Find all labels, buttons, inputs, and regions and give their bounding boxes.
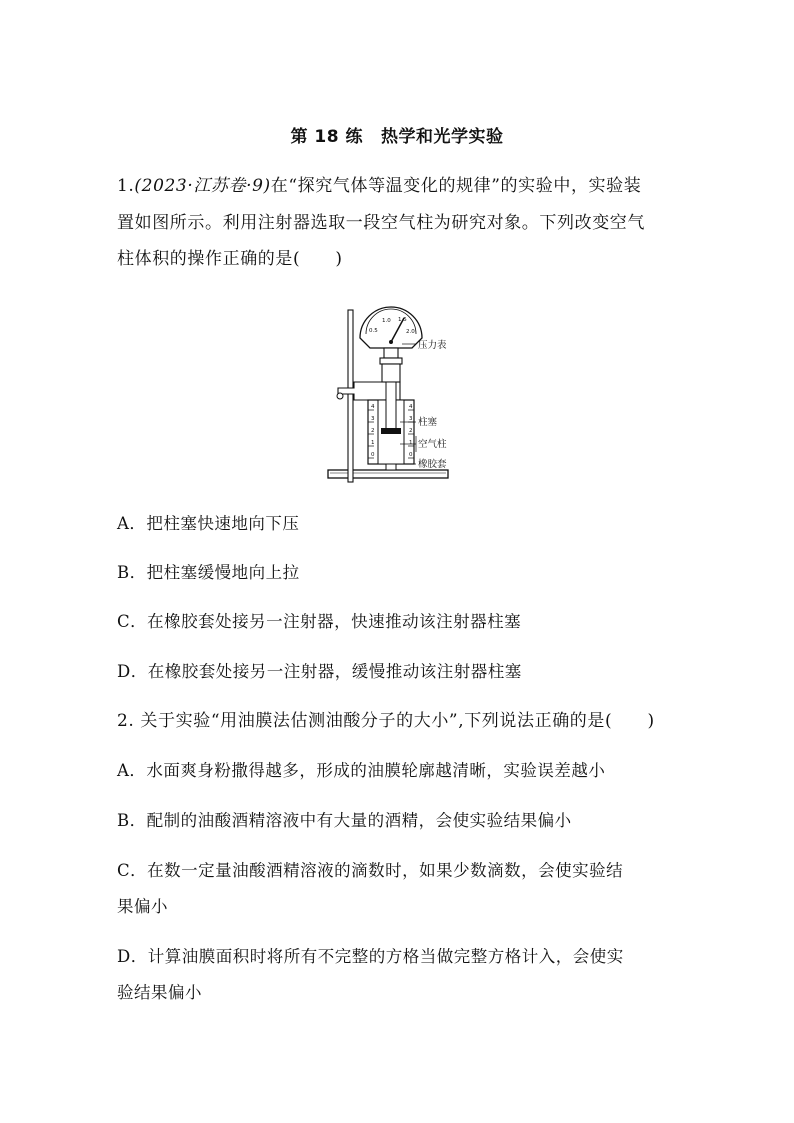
- question-2-option-c-line-1: C．在数一定量油酸酒精溶液的滴数时，如果少数滴数，会使实验结: [117, 861, 624, 880]
- dial-tick-4: 2.0: [406, 329, 415, 335]
- scale-tick-r1: 1: [409, 440, 413, 446]
- scale-tick-1: 1: [371, 440, 375, 446]
- dial-tick-2: 1.5: [398, 317, 407, 323]
- scale-tick-r2: 2: [409, 428, 413, 434]
- question-1-option-a: A．把柱塞快速地向下压: [117, 514, 300, 533]
- question-2-option-d-line-1: D．计算油膜面积时将所有不完整的方格当做完整方格计入，会使实: [117, 947, 624, 966]
- question-1-option-d: D．在橡胶套处接另一注射器，缓慢推动该注射器柱塞: [117, 662, 522, 681]
- rubber-cap-label: 橡胶套: [418, 459, 447, 470]
- question-2-option-a: A．水面爽身粉撒得越多，形成的油膜轮廓越清晰，实验误差越小: [117, 761, 606, 780]
- dial-tick-1: 1.0: [382, 318, 391, 324]
- lesson-number: 第 18 练: [290, 127, 363, 147]
- question-2-option-b: B．配制的油酸酒精溶液中有大量的酒精，会使实验结果偏小: [117, 811, 572, 830]
- question-1-option-b: B．把柱塞缓慢地向上拉: [117, 563, 300, 582]
- air-column-label: 空气柱: [418, 439, 447, 450]
- apparatus-diagram: [318, 304, 488, 489]
- plunger-label: 柱塞: [418, 417, 438, 428]
- scale-tick-3: 3: [371, 416, 375, 422]
- scale-tick-0: 0: [371, 452, 375, 458]
- dial-tick-3: 0.5: [369, 328, 378, 334]
- scale-tick-4: 4: [371, 404, 375, 410]
- apparatus-figure: [318, 304, 488, 489]
- plunger-head: [381, 428, 401, 434]
- question-1-stem-line-3: 柱体积的操作正确的是( ): [117, 249, 343, 269]
- rubber-cap: [386, 464, 396, 470]
- question-2-option-d-line-2: 验结果偏小: [117, 983, 202, 1002]
- question-1-stem-text: 在“探究气体等温变化的规律”的实验中，实验装: [270, 176, 642, 196]
- question-2-stem: 2. 关于实验“用油膜法估测油酸分子的大小”,下列说法正确的是( ): [117, 711, 655, 731]
- lesson-topic: 热学和光学实验: [381, 127, 504, 147]
- scale-tick-r0: 0: [409, 452, 413, 458]
- scale-tick-r3: 3: [409, 416, 413, 422]
- question-1-source: (2023·江苏卷·9): [134, 176, 271, 196]
- question-1-stem-line-1: [117, 168, 683, 205]
- question-1-number: 1.: [117, 176, 135, 196]
- question-2-option-c-line-2: 果偏小: [117, 897, 168, 916]
- stand-rod: [348, 310, 353, 482]
- question-1-option-c: C．在橡胶套处接另一注射器，快速推动该注射器柱塞: [117, 612, 522, 631]
- page-title: [0, 122, 794, 147]
- scale-tick-r4: 4: [409, 404, 413, 410]
- question-1-stem-line-2: 置如图所示。利用注射器选取一段空气柱为研究对象。下列改变空气: [117, 213, 645, 233]
- stand-base: [328, 470, 448, 478]
- gauge-label: 压力表: [418, 340, 447, 351]
- scale-tick-2: 2: [371, 428, 375, 434]
